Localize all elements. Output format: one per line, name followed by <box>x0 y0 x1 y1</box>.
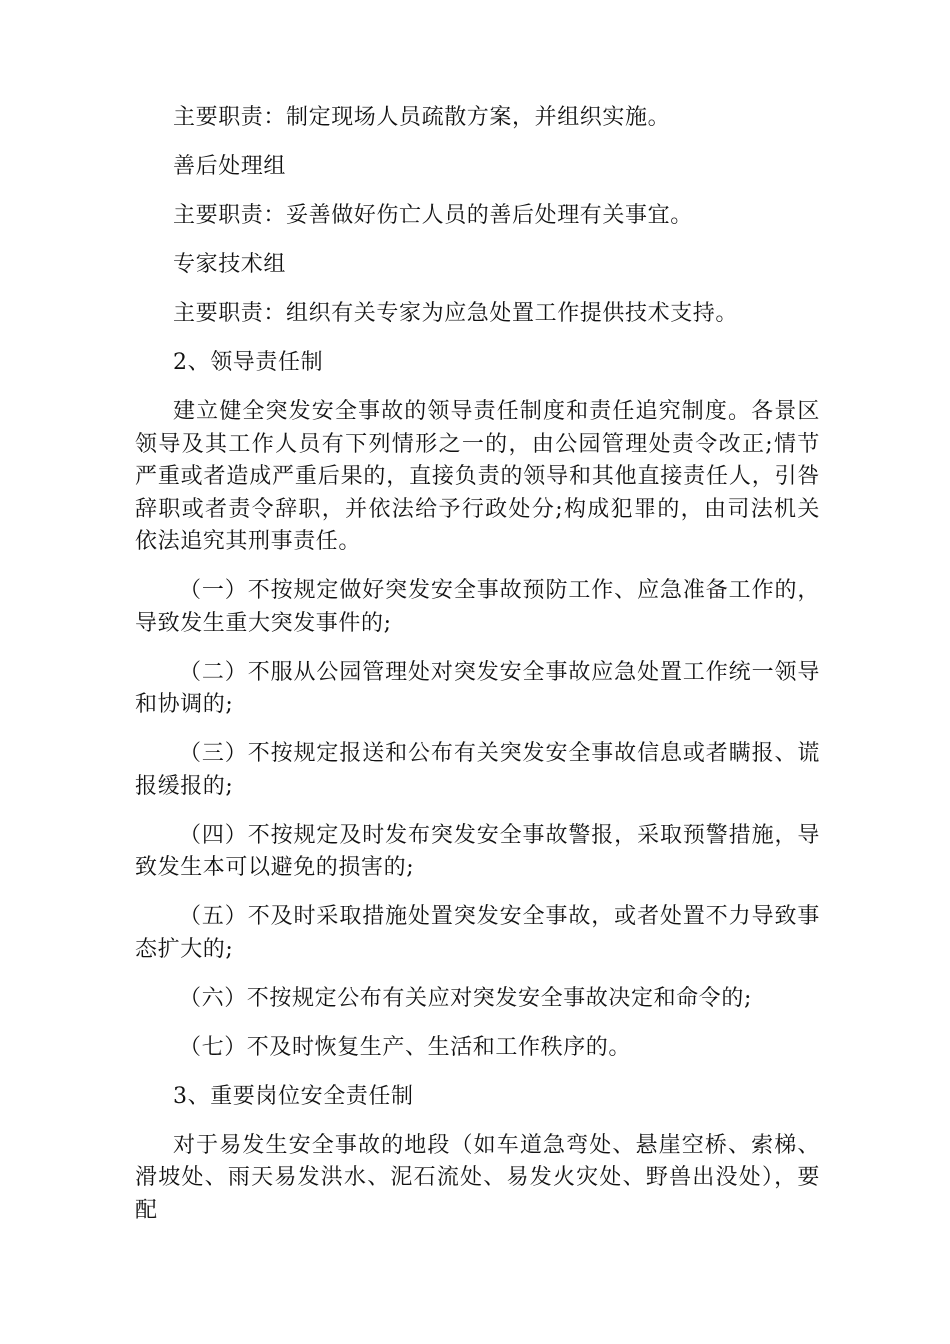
heading-expert-group: 专家技术组 <box>173 252 287 277</box>
heading-key-post-responsibility: 3、重要岗位安全责任制 <box>173 1083 414 1109</box>
list-item-7: （七）不及时恢复生产、生活和工作秩序的。 <box>179 1034 632 1060</box>
paragraph-leadership-responsibility: 建立健全突发安全事故的领导责任制度和责任追究制度。各景区领导及其工作人员有下列情形之一的，由公园管理处责令改正;情节严重或者造成严重后果的，直接负责的领导和其他直接责任人，引咎辞职或者责令辞职，并依法给予行政处分;构成犯罪的，由司法机关依法追究其刑事责任。 <box>135 399 820 554</box>
list-item-1: （一）不按规定做好突发安全事故预防工作、应急准备工作的，导致发生重大突发事件的; <box>135 578 820 636</box>
paragraph-evacuation-duty: 主要职责：制定现场人员疏散方案，并组织实施。 <box>173 105 671 130</box>
list-item-6: （六）不按规定公布有关应对突发安全事故决定和命令的; <box>179 985 753 1011</box>
heading-leadership-responsibility: 2、领导责任制 <box>173 350 324 375</box>
paragraph-aftermath-duty: 主要职责：妥善做好伤亡人员的善后处理有关事宜。 <box>173 203 693 228</box>
list-item-4: （四）不按规定及时发布突发安全事故警报，采取预警措施，导致发生本可以避免的损害的; <box>135 822 820 880</box>
paragraph-key-post-responsibility: 对于易发生安全事故的地段（如车道急弯处、悬崖空桥、索梯、滑坡处、雨天易发洪水、泥石流处、易发火灾处、野兽出没处），要配 <box>135 1132 820 1223</box>
heading-aftermath-group: 善后处理组 <box>173 154 287 179</box>
list-item-3: （三）不按规定报送和公布有关突发安全事故信息或者瞒报、谎报缓报的; <box>135 741 820 799</box>
list-item-2: （二）不服从公园管理处对突发安全事故应急处置工作统一领导和协调的; <box>135 659 820 717</box>
document-body <box>135 102 820 1227</box>
paragraph-expert-duty: 主要职责：组织有关专家为应急处置工作提供技术支持。 <box>173 301 739 326</box>
list-item-5: （五）不及时采取措施处置突发安全事故，或者处置不力导致事态扩大的; <box>135 904 820 962</box>
